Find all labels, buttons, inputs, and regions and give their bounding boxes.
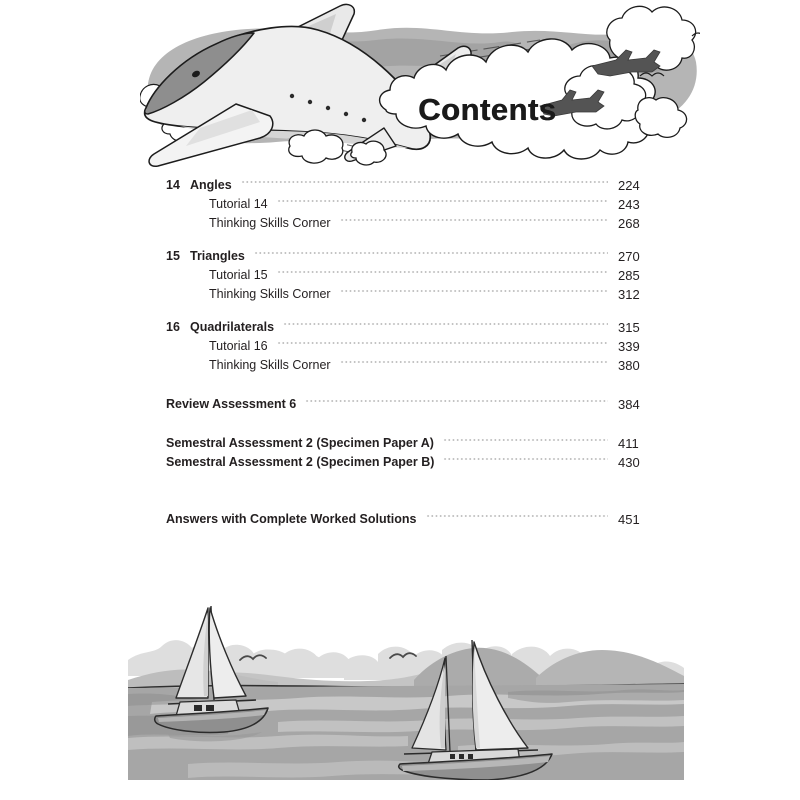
toc-entry-label: Thinking Skills Corner <box>209 287 331 301</box>
toc-page-number: 268 <box>618 216 640 231</box>
toc-dot-leader <box>305 400 608 402</box>
toc-entry[interactable] <box>0 268 800 287</box>
toc-group-chapter-16 <box>0 320 800 377</box>
toc-chapter-number: 15 <box>166 249 180 263</box>
toc-dot-leader <box>241 181 608 183</box>
toc-dot-leader <box>340 290 608 292</box>
toc-entry-text <box>0 397 296 411</box>
toc-entry[interactable] <box>0 358 800 377</box>
toc-entry[interactable] <box>0 320 800 339</box>
toc-entry-label: Triangles <box>190 249 245 263</box>
toc-entry-label: Review Assessment 6 <box>166 397 297 411</box>
toc-page-number: 224 <box>618 178 640 193</box>
toc-page-number: 339 <box>618 339 640 354</box>
toc-entry[interactable] <box>0 197 800 216</box>
toc-page-number: 315 <box>618 320 640 335</box>
toc-entry-label: Semestral Assessment 2 (Specimen Paper B) <box>166 455 435 469</box>
toc-entry-text <box>0 358 331 372</box>
toc-dot-leader <box>443 439 608 441</box>
toc-entry-text <box>0 436 434 450</box>
toc-group-gap <box>0 377 800 397</box>
toc-entry-text <box>0 455 434 469</box>
toc-entry-label: Answers with Complete Worked Solutions <box>166 512 417 526</box>
page-title: Contents <box>418 92 557 127</box>
toc-dot-leader <box>340 361 608 363</box>
toc-entry[interactable] <box>0 287 800 306</box>
toc-group-semestral-assessment <box>0 436 800 474</box>
toc-entry[interactable] <box>0 339 800 358</box>
toc-entry-text <box>0 178 232 192</box>
toc-page-number: 243 <box>618 197 640 212</box>
toc-entry-label: Semestral Assessment 2 (Specimen Paper A) <box>166 436 434 450</box>
table-of-contents <box>0 178 800 531</box>
toc-entry[interactable] <box>0 249 800 268</box>
toc-group-gap <box>0 235 800 249</box>
toc-group-answers <box>0 512 800 531</box>
toc-entry-label: Tutorial 14 <box>209 197 268 211</box>
toc-page-number: 384 <box>618 397 640 412</box>
toc-entry-text <box>0 249 245 263</box>
toc-group-review-assessment <box>0 397 800 416</box>
toc-chapter-number: 16 <box>166 320 180 334</box>
toc-entry-text <box>0 339 268 353</box>
toc-dot-leader <box>340 219 608 221</box>
toc-entry-label: Thinking Skills Corner <box>209 216 331 230</box>
bottom-illustration <box>128 588 684 780</box>
toc-chapter-number: 14 <box>166 178 180 192</box>
toc-dot-leader <box>277 271 608 273</box>
toc-page-number: 270 <box>618 249 640 264</box>
toc-entry[interactable] <box>0 455 800 474</box>
toc-dot-leader <box>283 323 608 325</box>
toc-dot-leader <box>426 515 608 517</box>
toc-entry-text <box>0 197 268 211</box>
toc-entry[interactable] <box>0 178 800 197</box>
toc-group-chapter-14 <box>0 178 800 235</box>
toc-entry-text <box>0 320 274 334</box>
toc-entry-text <box>0 216 331 230</box>
toc-dot-leader <box>443 458 608 460</box>
toc-group-gap <box>0 474 800 512</box>
toc-page-number: 285 <box>618 268 640 283</box>
toc-group-chapter-15 <box>0 249 800 306</box>
toc-entry-text <box>0 268 268 282</box>
toc-page-number: 312 <box>618 287 640 302</box>
toc-page-number: 451 <box>618 512 640 527</box>
toc-entry-label: Quadrilaterals <box>190 320 275 334</box>
toc-dot-leader <box>277 342 608 344</box>
toc-entry[interactable] <box>0 512 800 531</box>
toc-group-gap <box>0 416 800 436</box>
toc-entry-label: Angles <box>190 178 232 192</box>
toc-page-number: 380 <box>618 358 640 373</box>
toc-group-gap <box>0 306 800 320</box>
toc-entry[interactable] <box>0 397 800 416</box>
toc-page-number: 411 <box>618 436 639 451</box>
toc-dot-leader <box>277 200 608 202</box>
toc-entry[interactable] <box>0 216 800 235</box>
toc-entry-label: Thinking Skills Corner <box>209 358 331 372</box>
toc-entry-label: Tutorial 16 <box>209 339 268 353</box>
toc-dot-leader <box>254 252 608 254</box>
toc-entry[interactable] <box>0 436 800 455</box>
toc-entry-label: Tutorial 15 <box>209 268 268 282</box>
header-illustration <box>140 0 700 175</box>
toc-page-number: 430 <box>618 455 640 470</box>
toc-entry-text <box>0 512 417 526</box>
toc-entry-text <box>0 287 331 301</box>
